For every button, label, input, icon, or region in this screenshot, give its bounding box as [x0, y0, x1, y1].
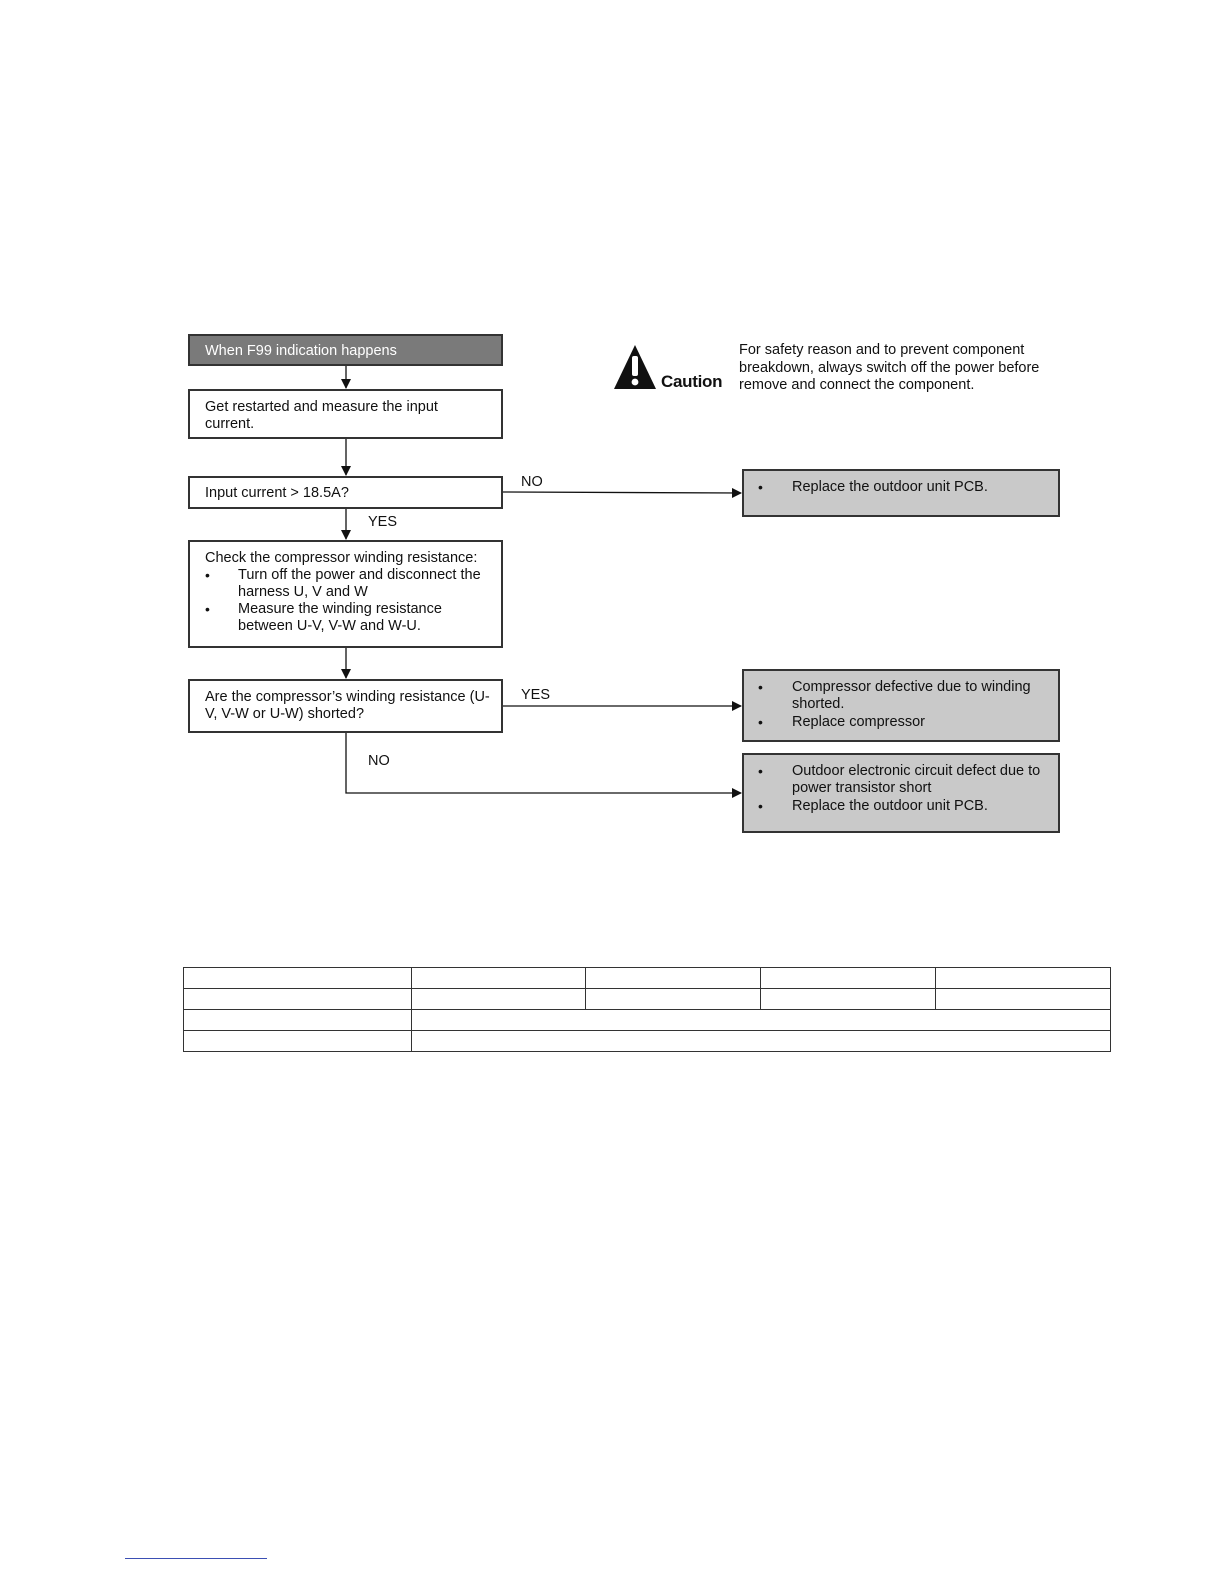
result-pcb-box [742, 469, 1060, 517]
arrow-decision-no [503, 492, 741, 493]
table-cell [184, 1031, 412, 1052]
table-cell [412, 968, 586, 989]
table-cell [184, 989, 412, 1010]
decision-shorted-box [188, 679, 503, 733]
check-item: • Turn off the power and disconnect the harness U, V and W [205, 567, 491, 601]
table-cell [412, 1031, 1111, 1052]
label-no-1: NO [521, 474, 543, 490]
table-row [184, 1031, 1111, 1052]
check-list [205, 567, 491, 635]
table-row [184, 1010, 1111, 1031]
label-no-2: NO [368, 753, 390, 769]
decision-shorted-text: Are the compressor’s winding resistance (U-V, V-W or U-W) shorted? [205, 689, 490, 722]
check-box [188, 540, 503, 648]
start-box [188, 334, 503, 366]
arrow-shorted-no [346, 733, 741, 793]
table-cell [586, 968, 761, 989]
table-cell [184, 1010, 412, 1031]
data-table [183, 967, 1111, 1052]
caution-label: Caution [661, 372, 723, 391]
table-cell [586, 989, 761, 1010]
caution-text: For safety reason and to prevent component breakdown, always switch off the power before remove and connect the component. [739, 342, 1040, 393]
start-text: When F99 indication happens [205, 343, 397, 359]
table-cell [761, 989, 936, 1010]
label-yes-2: YES [521, 687, 551, 703]
result-transistor-item: • Outdoor electronic circuit defect due to power transistor short [744, 763, 1048, 797]
footer-link-underline[interactable] [125, 1558, 267, 1559]
table-cell [936, 989, 1111, 1010]
table-cell [184, 968, 412, 989]
table-cell [412, 1010, 1111, 1031]
decision-current-box [188, 476, 503, 509]
table-cell [936, 968, 1111, 989]
restart-text: Get restarted and measure the input current. [205, 399, 438, 432]
table-cell [412, 989, 586, 1010]
result-compressor-item: • Replace compressor [744, 714, 1048, 731]
result-pcb-item: • Replace the outdoor unit PCB. [744, 479, 1048, 496]
label-yes-1: YES [368, 514, 398, 530]
decision-current-text: Input current > 18.5A? [205, 485, 349, 501]
check-title: Check the compressor winding resistance: [205, 550, 478, 566]
table-row [184, 989, 1111, 1010]
warning-triangle-icon [613, 343, 657, 391]
result-compressor-box [742, 669, 1060, 742]
result-transistor-box [742, 753, 1060, 833]
restart-box [188, 389, 503, 439]
result-compressor-item: • Compressor defective due to winding shorted. [744, 679, 1048, 713]
table-row [184, 968, 1111, 989]
result-transistor-item: • Replace the outdoor unit PCB. [744, 798, 1048, 815]
check-item: • Measure the winding resistance between U-V, V-W and W-U. [205, 601, 491, 635]
table-cell [761, 968, 936, 989]
